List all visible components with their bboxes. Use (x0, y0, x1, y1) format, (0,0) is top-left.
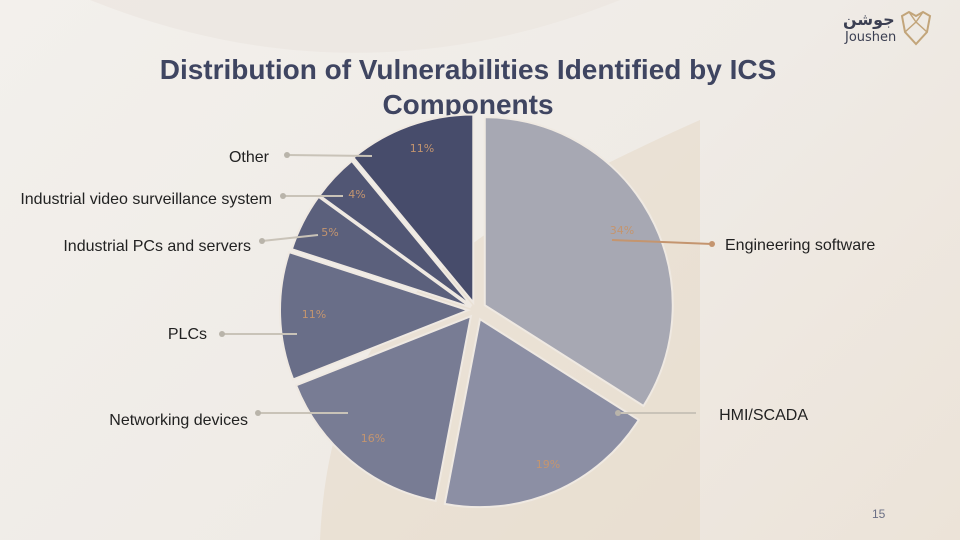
category-label-industrial-video-surveillance-system: Industrial video surveillance system (20, 191, 272, 208)
leader-dot-industrial-video-surveillance-system (280, 193, 286, 199)
leader-dot-engineering-software (709, 241, 715, 247)
data-label-industrial-pcs-and-servers: 5% (321, 226, 339, 239)
data-label-plcs: 11% (301, 308, 327, 321)
data-label-industrial-video-surveillance-system: 4% (348, 188, 366, 201)
category-label-plcs: PLCs (167, 326, 207, 343)
category-label-hmi-scada: HMI/SCADA (719, 407, 808, 424)
category-label-engineering-software: Engineering software (725, 237, 876, 254)
leader-dot-plcs (219, 331, 225, 337)
data-label-engineering-software: 34% (609, 224, 635, 237)
data-label-networking-devices: 16% (360, 432, 386, 445)
leader-dot-other (284, 152, 290, 158)
chart-title: Distribution of Vulnerabilities Identified by ICS Components (159, 54, 777, 120)
leader-dot-hmi-scada (615, 410, 621, 416)
leader-line-other (287, 155, 372, 156)
leader-dot-industrial-pcs-and-servers (259, 238, 265, 244)
category-label-industrial-pcs-and-servers: Industrial PCs and servers (63, 238, 251, 255)
logo-arabic-text: جوشن (843, 10, 895, 29)
page-number: 15 (872, 507, 886, 521)
leader-dot-networking-devices (255, 410, 261, 416)
data-label-hmi-scada: 19% (535, 458, 561, 471)
data-label-other: 11% (409, 142, 435, 155)
category-label-other: Other (228, 149, 269, 166)
category-label-networking-devices: Networking devices (109, 412, 248, 429)
logo-english-text: Joushen (845, 30, 897, 45)
